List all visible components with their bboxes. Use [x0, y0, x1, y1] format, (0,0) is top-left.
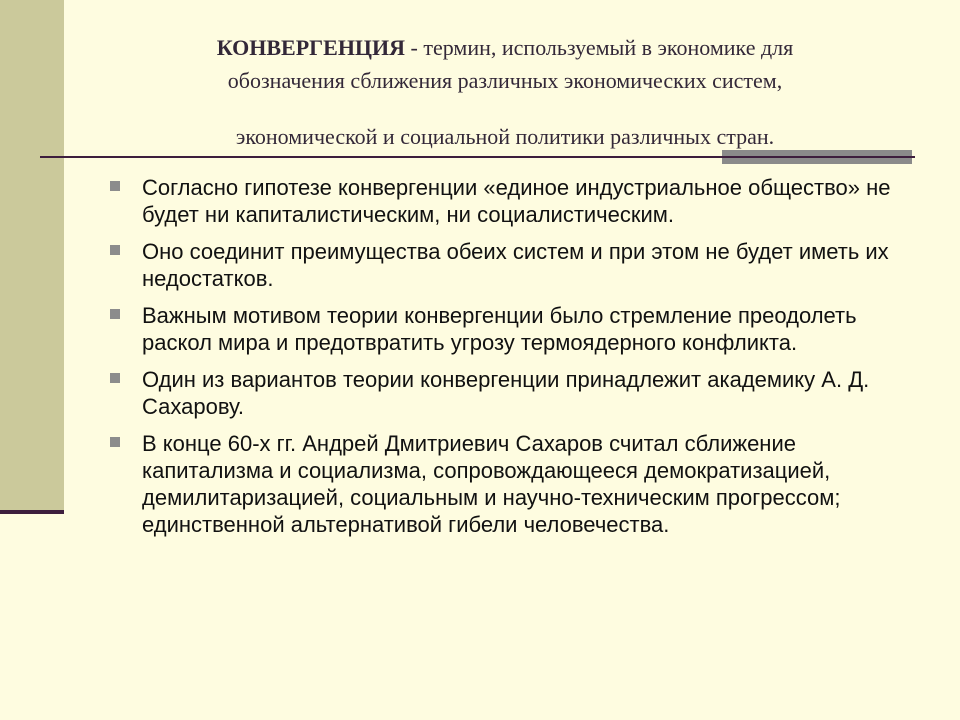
bullet-text: Согласно гипотезе конвергенции «единое индустриальное общество» не будет ни капиталистическим, ни социалистическим. [142, 175, 891, 227]
left-decorative-bar [0, 0, 64, 512]
title-term: КОНВЕРГЕНЦИЯ [216, 35, 406, 60]
square-bullet-icon [110, 245, 120, 255]
bullet-item [108, 238, 908, 292]
bullet-item [108, 366, 908, 420]
slide-title [100, 31, 910, 153]
bullet-list [108, 174, 908, 548]
bullet-text: Оно соединит преимущества обеих систем и при этом не будет иметь их недостатков. [142, 239, 889, 291]
title-line-3: экономической и социальной политики различных стран. [235, 124, 775, 149]
bullet-text: В конце 60-х гг. Андрей Дмитриевич Сахаров считал сближение капитализма и социализма, сопровождающееся демократизацией, демилитаризацией, социальным и научно-техническим прогрессом; единственной альтернативой гибели человечества. [142, 431, 841, 537]
title-line-1-rest: - термин, используемый в экономике для [405, 35, 794, 60]
bullet-item [108, 174, 908, 228]
square-bullet-icon [110, 437, 120, 447]
left-bar-divider [0, 510, 64, 514]
title-accent-divider [722, 156, 912, 158]
bullet-item [108, 430, 908, 538]
bullet-text: Важным мотивом теории конвергенции было стремление преодолеть раскол мира и предотвратить угрозу термоядерного конфликта. [142, 303, 857, 355]
title-line-1 [100, 31, 910, 64]
bullet-item [108, 302, 908, 356]
title-line-2: обозначения сближения различных экономических систем, [227, 68, 783, 93]
square-bullet-icon [110, 181, 120, 191]
bullet-text: Один из вариантов теории конвергенции принадлежит академику А. Д. Сахарову. [142, 367, 870, 419]
square-bullet-icon [110, 309, 120, 319]
square-bullet-icon [110, 373, 120, 383]
